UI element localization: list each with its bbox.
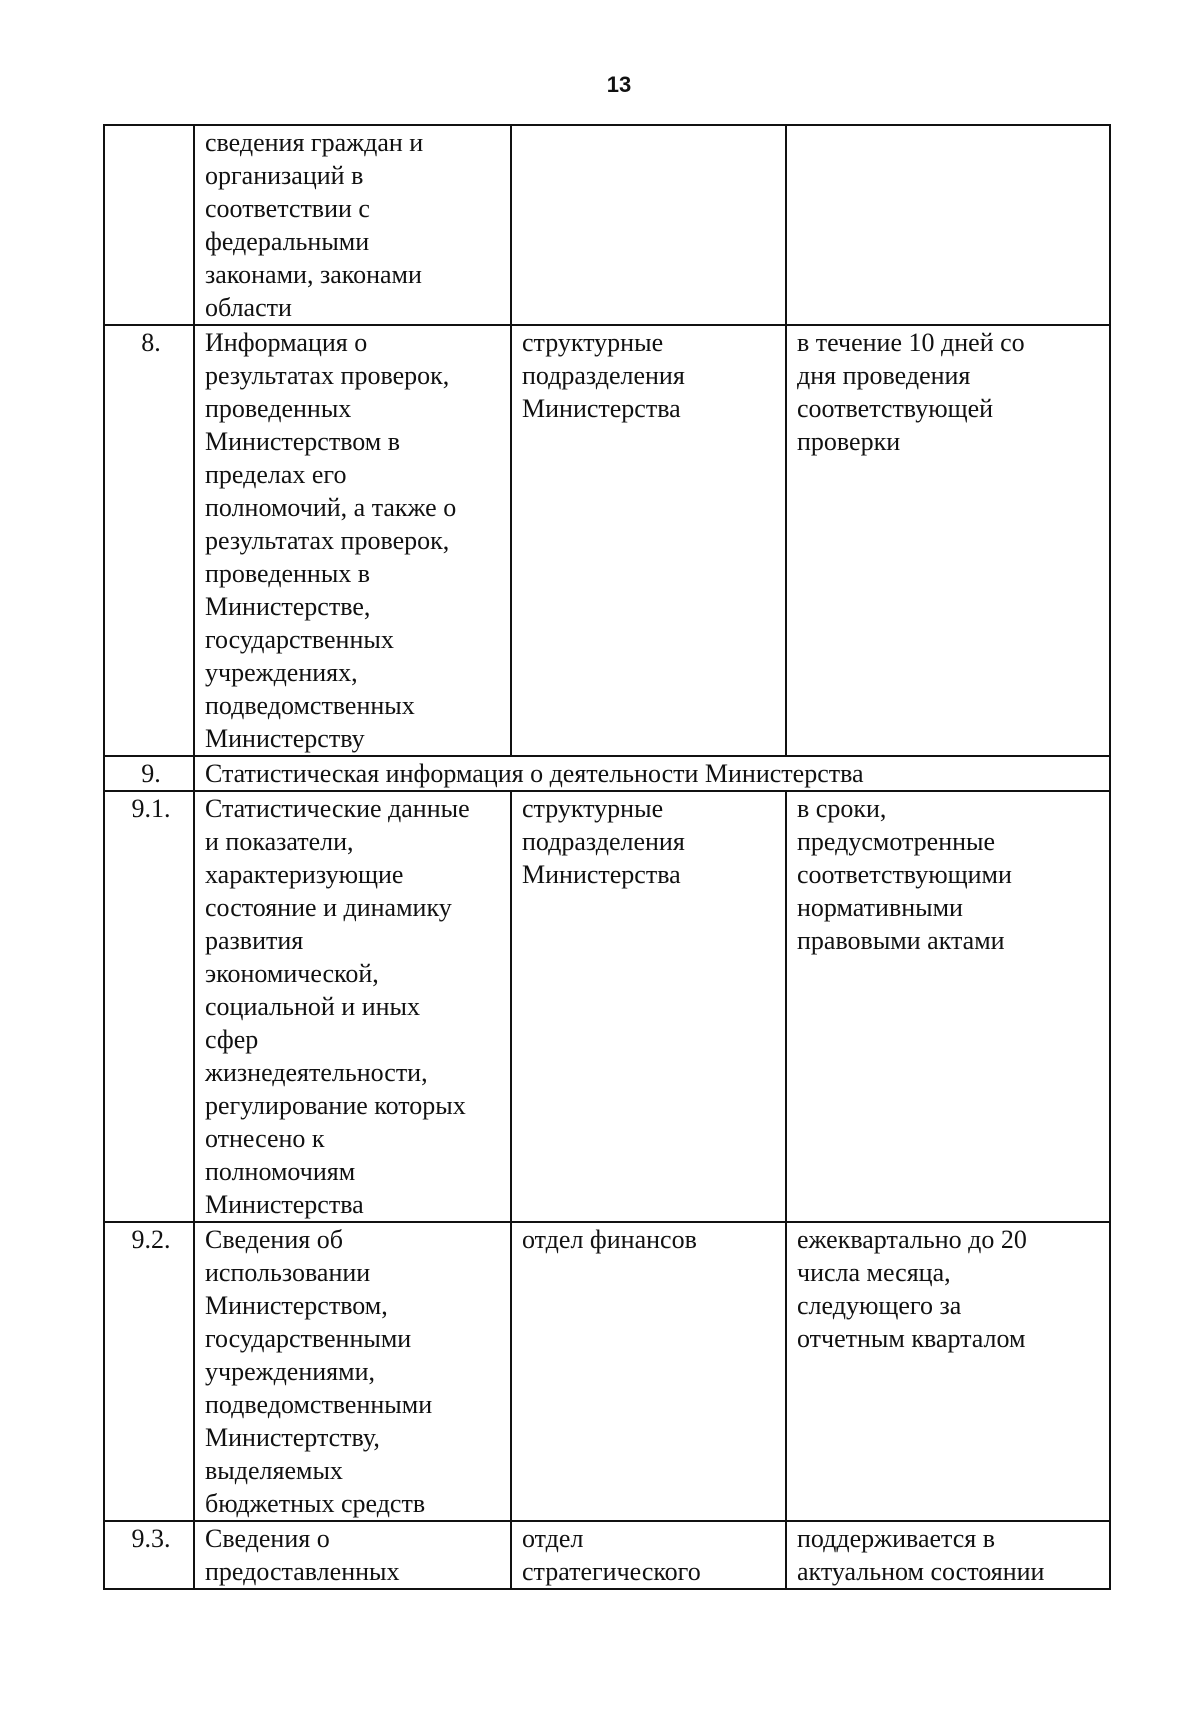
table-row [104,1222,1110,1521]
row-number-cell: 9.1. [104,791,194,1222]
responsible-cell: структурные подразделения Министерства [511,325,786,756]
page-number: 13 [606,72,632,97]
section-row [104,756,1110,791]
description-cell: Информация о результатах проверок, проведенных Министерством в пределах его полномочий, а также о результатах проверок, проведенных в Министерстве, государственных учреждениях, подведомственных Министерству [194,325,511,756]
deadline-cell: в течение 10 дней со дня проведения соответствующей проверки [786,325,1110,756]
table-row [104,791,1110,1222]
deadline-cell: ежеквартально до 20 числа месяца, следующего за отчетным кварталом [786,1222,1110,1521]
information-table [103,124,1111,1590]
deadline-cell: в сроки, предусмотренные соответствующими нормативными правовыми актами [786,791,1110,1222]
description-cell: Сведения о предоставленных [194,1521,511,1589]
row-number-cell: 9.3. [104,1521,194,1589]
section-title-cell: Статистическая информация о деятельности Министерства [194,756,1110,791]
table-row [104,325,1110,756]
deadline-cell [786,125,1110,325]
description-cell: Сведения об использовании Министерством, государственными учреждениями, подведомственными Министертству, выделяемых бюджетных средств [194,1222,511,1521]
description-cell: Статистические данные и показатели, характеризующие состояние и динамику развития экономической, социальной и иных сфер жизнедеятельности, регулирование которых отнесено к полномочиям Министерства [194,791,511,1222]
table-row [104,1521,1110,1589]
responsible-cell [511,125,786,325]
responsible-cell: структурные подразделения Министерства [511,791,786,1222]
deadline-cell: поддерживается в актуальном состоянии [786,1521,1110,1589]
description-cell: сведения граждан и организаций в соответствии с федеральными законами, законами области [194,125,511,325]
row-number-cell [104,125,194,325]
responsible-cell: отдел стратегического [511,1521,786,1589]
responsible-cell: отдел финансов [511,1222,786,1521]
table-row-continuation [104,125,1110,325]
row-number-cell: 8. [104,325,194,756]
row-number-cell: 9.2. [104,1222,194,1521]
row-number-cell: 9. [104,756,194,791]
